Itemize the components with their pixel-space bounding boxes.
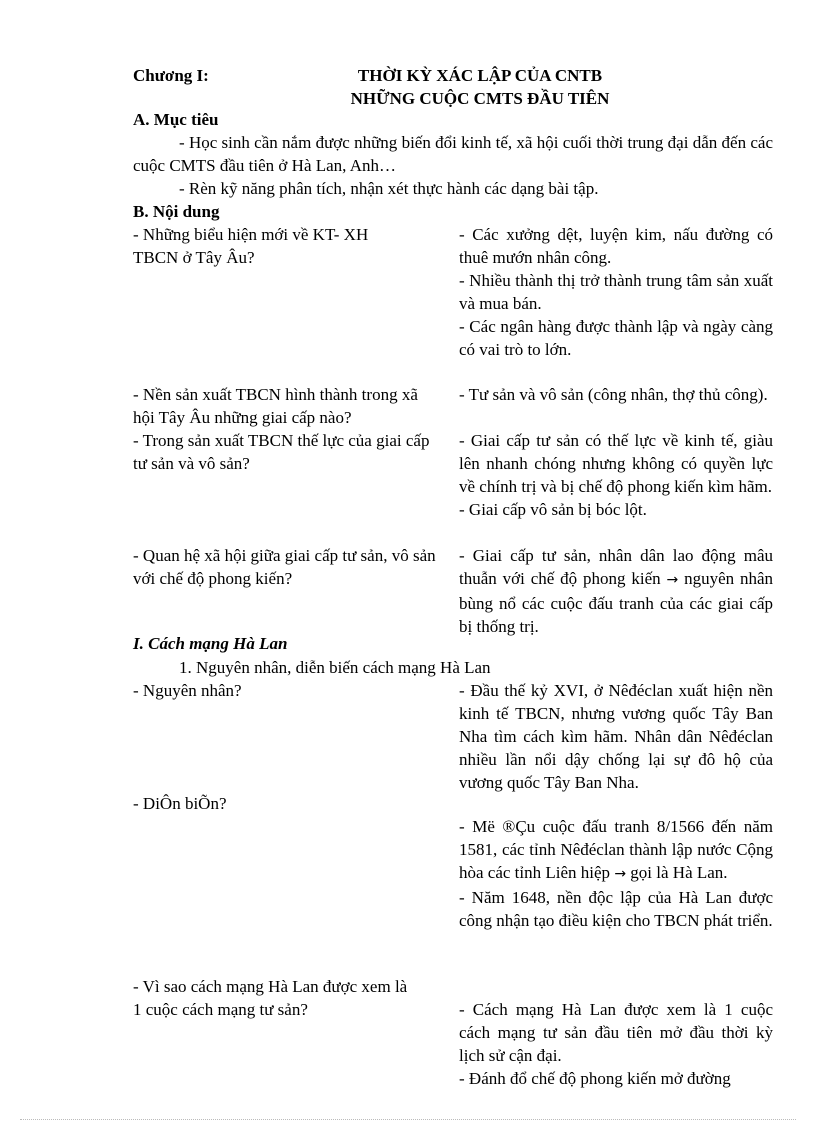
answer-6-item2: - Năm 1648, nền độc lập của Hà Lan được công nhận tạo điều kiện cho TBCN phát triển.: [459, 888, 773, 930]
question-3: - Trong sản xuất TBCN thế lực của giai cấp tư sản và vô sản?: [133, 431, 430, 473]
answer-7: [459, 998, 773, 1090]
question-1: [133, 223, 439, 269]
answer-6: [459, 815, 773, 932]
answer-5: - Đầu thế kỷ XVI, ở Nêđéclan xuất hiện nền kinh tế TBCN, nhưng vương quốc Tây Ban Nha tìm cách kìm hãm. Nhân dân Nêđéclan nhiều lần nổi dậy chống lại sự đô hộ của vương quốc Tây Ban Nha.: [459, 681, 773, 792]
answer-7-item2: - Đánh đổ chế độ phong kiến mở đường: [459, 1069, 731, 1088]
section-i-heading: I. Cách mạng Hà Lan: [133, 634, 288, 653]
question-7: [133, 975, 439, 1021]
page-bottom-divider: [20, 1119, 796, 1120]
question-1-line1: - Những biểu hiện mới về KT- XH: [133, 225, 369, 244]
answer-3-item1: - Giai cấp tư sản có thế lực về kinh tế, giàu lên nhanh chóng nhưng không có quyền lực về chính trị và bị chế độ phong kiến kìm hãm.: [459, 431, 773, 496]
answer-4: [459, 544, 773, 638]
question-4: - Quan hệ xã hội giữa giai cấp tư sản, vô sản với chế độ phong kiến?: [133, 546, 436, 588]
answer-3: [459, 429, 773, 521]
question-6: - DiÔn biÕn?: [133, 794, 227, 813]
objective-2: - Rèn kỹ năng phân tích, nhận xét thực hành các dạng bài tập.: [179, 179, 599, 198]
chapter-title-line2: NHỮNG CUỘC CMTS ĐẦU TIÊN: [350, 89, 610, 108]
question-7-line2: 1 cuộc cách mạng tư sản?: [133, 1000, 308, 1019]
section-i-subheading: 1. Nguyên nhân, diễn biến cách mạng Hà Lan: [179, 658, 491, 677]
answer-6-item1-part1: - Më ®Çu cuộc đấu tranh 8/1566 đến năm 1581, các tỉnh Nêđéclan thành lập nước Cộng hòa các tỉnh Liên hiệp: [459, 817, 773, 882]
question-7-line1: - Vì sao cách mạng Hà Lan được xem là: [133, 977, 408, 996]
answer-7-item1: - Cách mạng Hà Lan được xem là 1 cuộc cách mạng tư sản đầu tiên mở đầu thời kỳ lịch sử cận đại.: [459, 1000, 773, 1065]
question-5: - Nguyên nhân?: [133, 681, 242, 700]
answer-2: - Tư sản và vô sản (công nhân, thợ thủ công).: [459, 385, 768, 404]
answer-4-part1: - Giai cấp tư sản, nhân dân lao động mâu thuẫn với chế độ phong kiến: [459, 546, 773, 588]
answer-1-item2: - Nhiều thành thị trở thành trung tâm sản xuất và mua bán.: [459, 271, 773, 313]
question-1-line2: TBCN ở Tây Âu?: [133, 248, 255, 267]
answer-1-item1: - Các xưởng dệt, luyện kim, nấu đường có thuê mướn nhân công.: [459, 225, 773, 267]
section-b-heading: B. Nội dung: [133, 202, 220, 221]
objective-1: - Học sinh cần nắm được những biến đổi kinh tế, xã hội cuối thời trung đại dẫn đến các cuộc CMTS đầu tiên ở Hà Lan, Anh…: [133, 133, 773, 175]
chapter-label: Chương I:: [133, 66, 209, 85]
section-a-heading: A. Mục tiêu: [133, 110, 219, 129]
chapter-title: [300, 64, 660, 110]
right-arrow-icon: →: [666, 572, 679, 588]
answer-1-item3: - Các ngân hàng được thành lập và ngày càng có vai trò to lớn.: [459, 317, 773, 359]
right-arrow-icon: →: [614, 866, 627, 882]
answer-1: [459, 223, 773, 361]
answer-3-item2: - Giai cấp vô sản bị bóc lột.: [459, 500, 647, 519]
chapter-title-line1: THỜI KỲ XÁC LẬP CỦA CNTB: [357, 66, 603, 85]
answer-6-item1: [459, 815, 773, 886]
question-2: - Nền sản xuất TBCN hình thành trong xã hội Tây Âu những giai cấp nào?: [133, 385, 418, 427]
answer-4-part2: nguyên nhân bùng nổ các cuộc đấu tranh của các giai cấp bị thống trị.: [459, 569, 774, 636]
answer-6-item1-part2: gọi là Hà Lan.: [630, 863, 728, 882]
